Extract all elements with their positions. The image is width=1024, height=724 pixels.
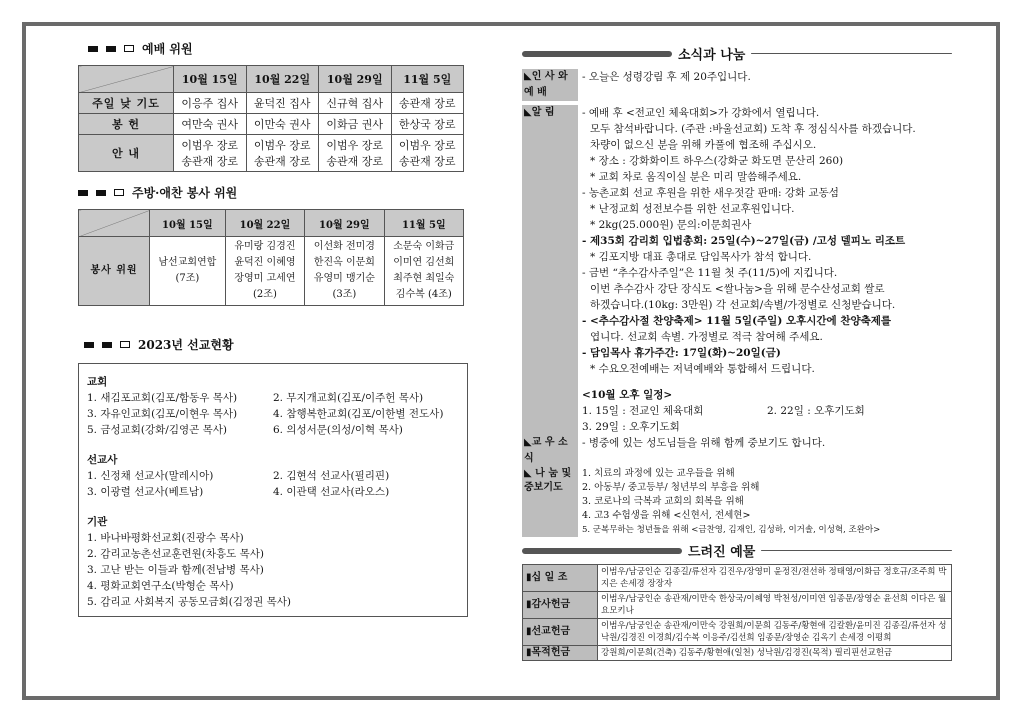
table-row	[523, 646, 952, 661]
kitchen-table	[78, 209, 464, 306]
table-row	[523, 565, 952, 592]
offering-label: ▮십 일 조	[523, 565, 598, 592]
worship-table	[78, 65, 464, 172]
offering-names: 이범우/남궁인순 김종길/류선자 김진우/장영미 윤정진/전선하 정태영/이화금 정호규/조주희 박지은 손세경 장장자	[598, 565, 952, 592]
cell-line: 이선화 전미경	[313, 241, 375, 252]
square-outline-icon	[124, 45, 134, 52]
table-corner	[79, 210, 150, 237]
section-label	[522, 105, 578, 435]
list-item	[87, 406, 459, 422]
label-text: ◣교 우 소 식	[524, 437, 568, 464]
welcome-block	[522, 69, 952, 101]
cell-line: (7조)	[175, 273, 200, 284]
list-item: 5. 감리교 사회복지 공동모금회(김정권 목사)	[87, 596, 291, 608]
table-row	[79, 114, 464, 135]
date-header: 10월 15일	[150, 210, 226, 237]
left-page	[78, 30, 468, 617]
title-bar-decoration	[522, 548, 682, 554]
offering-title: 드려진 예물	[688, 545, 756, 560]
date-header: 11월 5일	[384, 210, 463, 237]
prayer-item: 1. 치료의 과정에 있는 교우들을 위해	[582, 468, 735, 479]
cell-line: 한진옥 이문희	[313, 257, 375, 268]
date-header: 11월 5일	[391, 66, 464, 93]
table-cell: 이범우 장로 송관재 장로	[246, 135, 319, 172]
list-item: 4. 평화교회연구소(박형순 목사)	[87, 580, 234, 592]
list-item: 1. 바나바평화선교회(진광수 목사)	[87, 532, 244, 544]
square-icon	[78, 190, 88, 196]
offering-names: 강원희/이문희(건축) 김동주/황현애(일천) 성낙원/김경진(목적) 필리핀선교헌금	[598, 646, 952, 661]
cell-line: 소문숙 이화금	[393, 241, 455, 252]
offering-names: 이범우/남궁인순 송관재/이만숙 강원희/이문희 김동주/황현애 김칼환/윤미진 김종길/류선자 성낙원/김경진 이경희/김수복 이응주/김선희 임종문/장영순 김옥기 손세경 이평희	[598, 619, 952, 646]
notice-line: - 예배 후 <전교인 체육대회>가 강화에서 열립니다.	[582, 107, 820, 119]
notice-line: * 난정교회 성전보수를 위한 선교후원입니다.	[590, 203, 795, 215]
table-cell	[305, 237, 384, 306]
notice-line: - 농촌교회 선교 후원을 위한 새우젓갈 판매: 강화 교동섬	[582, 187, 839, 199]
prayer-item: 5. 군복무하는 청년들을 위해 <금찬영, 김재인, 김성하, 이거솔, 이성혁, 조완아>	[582, 525, 881, 535]
mission-section-title	[84, 336, 468, 353]
table-cell: 이범우 장로 송관재 장로	[319, 135, 392, 172]
mission-title: 2023년 선교현황	[138, 338, 234, 352]
church: 4. 참행복한교회(김포/이한별 전도사)	[273, 408, 444, 420]
mission-box	[78, 363, 468, 617]
offering-table	[522, 564, 952, 661]
list-item	[87, 484, 459, 500]
row-label: 안 내	[79, 135, 174, 172]
title-bar-decoration	[522, 51, 672, 57]
offering-title-bar	[522, 541, 952, 560]
row-label: 주일 낮 기도	[79, 93, 174, 114]
table-cell: 신규혁 집사	[319, 93, 392, 114]
date-header: 10월 22일	[225, 210, 304, 237]
prayer-item: 3. 코로나의 극복과 교회의 회복을 위해	[582, 496, 744, 507]
notice-body	[578, 105, 952, 435]
square-outline-icon	[120, 341, 130, 348]
evening-heading: <10월 오후 일정>	[582, 389, 673, 401]
orgs-heading: 기관	[87, 516, 108, 528]
evening-item: 3. 29일 : 오후기도회	[582, 421, 680, 433]
church: 6. 의성서문(의성/이혁 목사)	[273, 424, 403, 436]
date-header: 10월 29일	[305, 210, 384, 237]
table-cell	[150, 237, 226, 306]
cell-line: 이미연 김선희	[393, 257, 455, 268]
notice-line: * 교회 차로 움직이실 분은 미리 말씀해주세요.	[590, 171, 802, 183]
notice-line: - 제35회 감리회 입법총회: 25일(수)~27일(금) /고성 델피노 리조트	[582, 235, 906, 247]
welcome-text: - 오늘은 성령강림 후 제 20주입니다.	[582, 71, 751, 83]
table-cell: 여만숙 권사	[174, 114, 247, 135]
kitchen-section-title	[78, 184, 468, 201]
table-cell: 이응주 집사	[174, 93, 247, 114]
offering-label: ▮선교헌금	[523, 619, 598, 646]
evening-item: 1. 15일 : 전교인 체육대회	[582, 405, 704, 417]
offering-label: ▮감사헌금	[523, 592, 598, 619]
table-cell: 송관재 장로	[391, 93, 464, 114]
table-row	[79, 237, 464, 306]
visit-block	[522, 435, 952, 467]
notice-line: 이번 추수감사 강단 장식도 <쌀나눔>을 위해 문수산성교회 쌀로	[590, 283, 885, 295]
evening-item: 2. 22일 : 오후기도회	[767, 405, 865, 417]
church: 5. 금성교회(강화/김영곤 목사)	[87, 424, 227, 436]
cell-line: 유영미 맹기순	[313, 273, 375, 284]
label-text: ◣인 사 와 예 배	[524, 71, 568, 98]
square-outline-icon	[114, 189, 124, 196]
title-line	[761, 550, 952, 551]
cell-line: 최주현 최일숙	[393, 273, 455, 284]
church: 3. 자유인교회(김포/이현우 목사)	[87, 408, 238, 420]
list-item: 3. 고난 받는 이들과 함께(전남병 목사)	[87, 564, 264, 576]
missionary: 3. 이광렬 선교사(베트남)	[87, 486, 204, 498]
churches-heading: 교회	[87, 376, 108, 388]
label-text: ◣ 나 눔 및 중보기도	[524, 468, 572, 493]
list-item	[87, 390, 459, 406]
table-cell: 이화금 권사	[319, 114, 392, 135]
notice-line: 엽니다. 선교회 속별. 가정별로 적극 참여해 주세요.	[590, 331, 823, 343]
missionary: 2. 김현석 선교사(필리핀)	[273, 470, 390, 482]
table-row	[79, 93, 464, 114]
visit-text: - 병중에 있는 성도님들을 위해 함께 중보기도 합니다.	[582, 437, 826, 449]
cell-line: 윤덕진 이혜영	[234, 257, 296, 268]
worship-section-title	[88, 40, 468, 57]
notice-line: - 금번 “추수감사주일”은 11월 첫 주(11/5)에 지킵니다.	[582, 267, 838, 279]
date-header: 10월 15일	[174, 66, 247, 93]
list-item: 2. 감리교농촌선교훈련원(차흥도 목사)	[87, 548, 265, 560]
right-page	[522, 44, 952, 661]
table-row	[523, 592, 952, 619]
list-item	[582, 403, 952, 419]
notice-line: * 2kg(25.000원) 문의:이문희권사	[590, 219, 752, 231]
table-cell	[225, 237, 304, 306]
list-item	[87, 422, 459, 438]
notice-line: * 김포지방 대표 총대로 담임목사가 참석 합니다.	[590, 251, 812, 263]
section-label	[522, 467, 578, 537]
offering-label: ▮목적헌금	[523, 646, 598, 661]
notice-line: 차량이 없으신 분을 위해 카풀에 협조해 주십시오.	[590, 139, 817, 151]
cell-line: 김수복 (4조)	[395, 289, 452, 300]
worship-title: 예배 위원	[142, 42, 193, 56]
date-header: 10월 29일	[319, 66, 392, 93]
church: 1. 새김포교회(김포/함동우 목사)	[87, 392, 238, 404]
square-icon	[96, 190, 106, 196]
title-line	[751, 53, 952, 54]
news-title: 소식과 나눔	[678, 48, 746, 63]
table-cell	[384, 237, 463, 306]
offering-names: 이범우/남궁인순 송관재/이만숙 한상국/이혜영 박천성/이미연 임종문/장영순 윤선희 이다은 월요모키나	[598, 592, 952, 619]
table-cell: 이범우 장로 송관재 장로	[391, 135, 464, 172]
missionaries-heading: 선교사	[87, 454, 118, 466]
prayer-item: 2. 아동부/ 중고등부/ 청년부의 부흥을 위해	[582, 482, 760, 493]
prayer-block	[522, 467, 952, 537]
notice-line: - 담임목사 휴가주간: 17일(화)~20일(금)	[582, 347, 781, 359]
table-cell: 이범우 장로 송관재 장로	[174, 135, 247, 172]
table-cell: 윤덕진 집사	[246, 93, 319, 114]
date-header: 10월 22일	[246, 66, 319, 93]
label-text: ◣알 림	[524, 107, 555, 118]
church: 2. 무지개교회(김포/이주헌 목사)	[273, 392, 424, 404]
prayer-item: 4. 고3 수험생을 위해 <신현서, 전세현>	[582, 510, 751, 521]
table-cell: 이만숙 권사	[246, 114, 319, 135]
square-icon	[106, 46, 116, 52]
cell-line: 장영미 고세연	[234, 273, 296, 284]
kitchen-title: 주방·애찬 봉사 위원	[132, 186, 238, 200]
row-label: 봉사 위원	[79, 237, 150, 306]
notice-line: 하겠습니다.(10kg: 3만원) 각 선교회/속별/가정별로 신청받습니다.	[590, 299, 896, 311]
notice-line: 모두 참석바랍니다. (주관 :바울선교회) 도착 후 정심식사를 하겠습니다.	[590, 123, 916, 135]
square-icon	[84, 342, 94, 348]
table-cell: 한상국 장로	[391, 114, 464, 135]
square-icon	[102, 342, 112, 348]
notice-line: * 장소 : 강화화이트 하우스(강화군 화도면 문산리 260)	[590, 155, 844, 167]
section-label	[522, 69, 578, 101]
cell-line: (2조)	[253, 289, 277, 300]
cell-line: 유미랑 김경진	[234, 241, 296, 252]
notice-line: - <추수감사절 찬양축제> 11월 5일(주일) 오후시간에 찬양축제를	[582, 315, 892, 327]
news-title-bar	[522, 44, 952, 63]
cell-line: 남선교회연합	[158, 257, 217, 268]
section-label	[522, 435, 578, 467]
prayer-body	[578, 467, 952, 537]
list-item	[87, 468, 459, 484]
notice-line: * 수요오전예배는 저녁예배와 통합해서 드립니다.	[590, 363, 815, 375]
table-row	[523, 619, 952, 646]
cell-line: (3조)	[332, 289, 357, 300]
missionary: 1. 신정채 선교사(말레시아)	[87, 470, 214, 482]
table-row	[79, 135, 464, 172]
row-label: 봉 헌	[79, 114, 174, 135]
missionary: 4. 이관택 선교사(라오스)	[273, 486, 390, 498]
square-icon	[88, 46, 98, 52]
notice-block	[522, 105, 952, 435]
table-corner	[79, 66, 174, 93]
